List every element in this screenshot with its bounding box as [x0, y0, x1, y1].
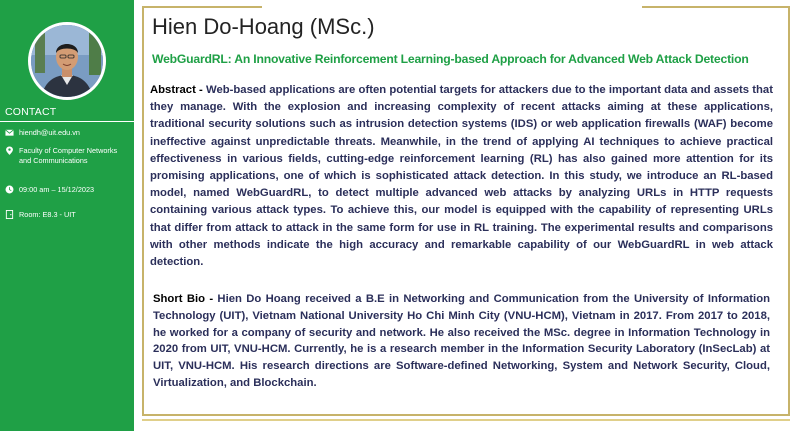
abstract-paragraph [150, 82, 773, 271]
bio-text: Hien Do Hoang received a B.E in Networking and Communication from the University of Information Technology (UIT), Vietnam National University Ho Chi Minh City (VNU-HCM), Vietnam in 2017. From 2017 to 2018, he worked for a company of security and network. He also received the MSc. degree in Information Technology in 2020 from UIT, VNU-HCM. Currently, he is a research member in the Information Security Laboratory (InSecLab) at UIT, VNU-HCM. His research directions are Software-defined Networking, System and Network Security, Cloud, Virtualization, and Blockchain. [153, 293, 770, 389]
bio-label: Short Bio - [153, 293, 218, 305]
contact-heading: CONTACT [5, 106, 57, 118]
contact-room-text: Room: E8.3 - UIT [19, 210, 76, 219]
location-pin-icon [5, 146, 14, 155]
talk-title: WebGuardRL: An Innovative Reinforcement Learning-based Approach for Advanced Web Attack Detection [152, 52, 749, 66]
bio-paragraph [153, 291, 770, 392]
contact-email-text: hiendh@uit.edu.vn [19, 128, 80, 137]
contact-faculty-line-1: Faculty of Computer Networks [19, 146, 118, 155]
bottom-divider [142, 419, 790, 421]
contact-time-text: 09:00 am – 15/12/2023 [19, 185, 95, 194]
speaker-name: Hien Do-Hoang (MSc.) [152, 14, 375, 39]
speaker-photo [31, 25, 103, 97]
abstract-text: Web-based applications are often potential targets for attackers due to the important data and assets that they manage. With the explosion and increasing complexity of recent attacks aiming at these applications, traditional security solutions such as intrusion detection systems (IDS) or web application firewalls (WAF) become ineffective against unpredictable threats. Meanwhile, in the trend of applying AI techniques to achieve practical effectiveness in various fields, cutting-edge reinforcement learning (RL) has also gained more attention for its promising applications, one of which is sophisticated attack detection. In this study, we introduce an RL-based model, named WebGuardRL, to detect multiple advanced web attacks by analyzing URLs in HTTP requests containing various attack types. To achieve this, our model is equipped with the capability of representing URLs that differ from attack to attack in the same form for use in RL training. The experimental results and comparisons with other methods indicate the high accuracy and remarkable capability of our WebGuardRL in web attack detection. [150, 84, 773, 269]
sidebar [0, 0, 134, 431]
contact-divider [0, 121, 134, 122]
clock-icon [5, 185, 14, 194]
door-icon [5, 210, 14, 219]
abstract-label: Abstract - [150, 84, 206, 96]
envelope-icon [5, 128, 14, 137]
contact-faculty-line-2: and Communications [19, 156, 88, 165]
speaker-avatar [28, 22, 106, 100]
